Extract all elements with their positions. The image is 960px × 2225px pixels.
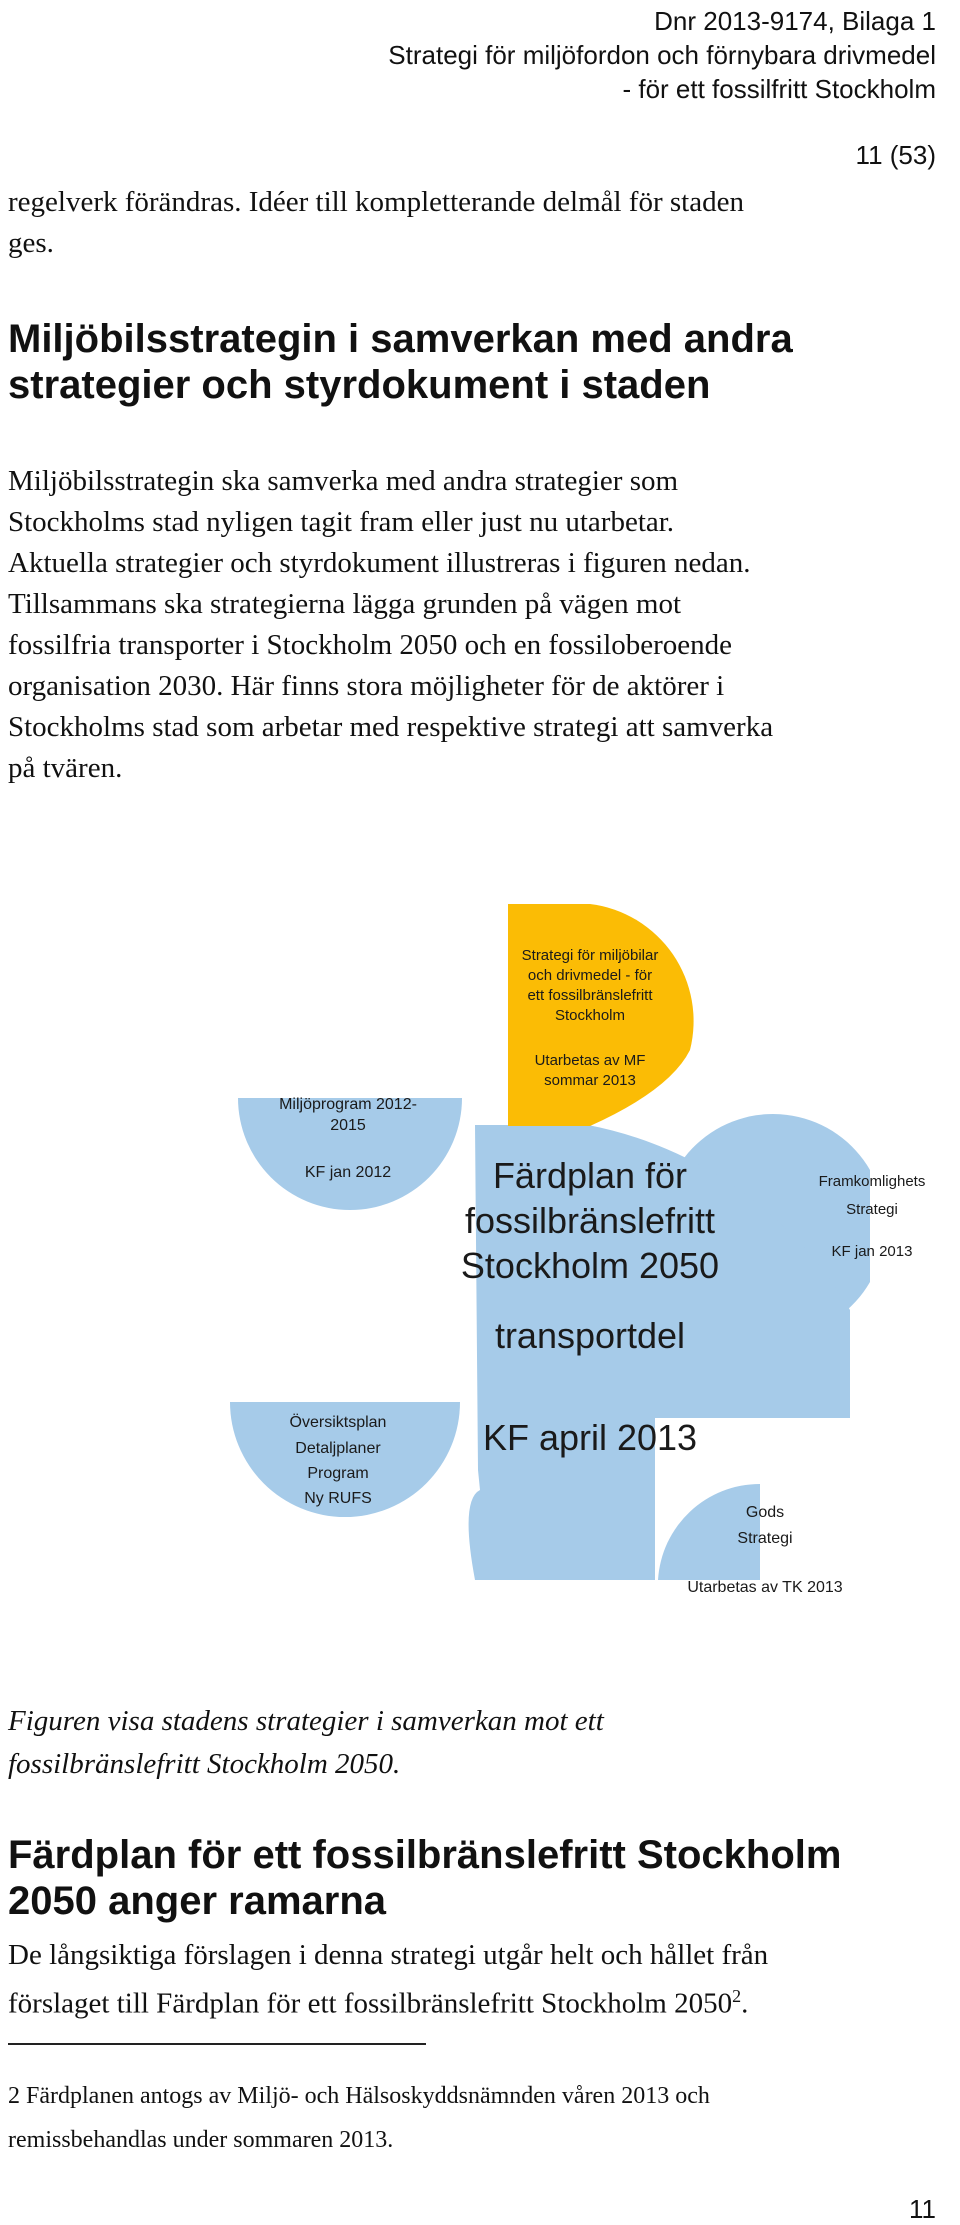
footnote-divider xyxy=(8,2043,426,2045)
paragraph-line xyxy=(8,1976,768,2025)
miljoprogram-status: KF jan 2012 xyxy=(304,1164,392,1181)
heading-line: Färdplan för ett fossilbränslefritt Stockholm xyxy=(8,1833,842,1877)
gods-label: Strategi xyxy=(737,1530,793,1547)
footnote-line: 2 Färdplanen antogs av Miljö- och Hälsoskyddsnämnden våren 2013 och xyxy=(8,2083,710,2109)
section2-paragraph xyxy=(8,1935,768,2025)
heading-line: Miljöbilsstrategin i samverkan med andra xyxy=(8,317,793,361)
oversiktsplan-label: Detaljplaner xyxy=(295,1440,381,1457)
top-label-line: Strategi för miljöbilar xyxy=(521,947,659,964)
framkomlighet-status: KF jan 2013 xyxy=(831,1243,913,1260)
top-label-line: ett fossilbränslefritt xyxy=(527,987,653,1004)
paragraph-line: på tvären. xyxy=(8,752,123,784)
center-title-line: fossilbränslefritt xyxy=(464,1200,716,1241)
center-title-line: Färdplan för xyxy=(492,1155,688,1196)
intro-line: ges. xyxy=(8,227,54,259)
intro-line: regelverk förändras. Idéer till kompletterande delmål för staden xyxy=(8,186,744,218)
footnote-line: remissbehandlas under sommaren 2013. xyxy=(8,2127,394,2153)
caption-line: Figuren visa stadens strategier i samverkan mot ett xyxy=(8,1705,604,1737)
page-number: 11 xyxy=(909,2194,936,2224)
oversiktsplan-label: Ny RUFS xyxy=(304,1490,372,1507)
oversiktsplan-label: Översiktsplan xyxy=(289,1414,387,1431)
heading-line: 2050 anger ramarna xyxy=(8,1879,387,1923)
paragraph-line: De långsiktiga förslagen i denna strategi utgår helt och hållet från xyxy=(8,1939,769,1971)
section1-heading xyxy=(8,316,793,408)
header-doc-ref: Dnr 2013-9174, Bilaga 1 xyxy=(654,6,936,36)
paragraph-line: Aktuella strategier och styrdokument illustreras i figuren nedan. xyxy=(8,547,751,579)
strategy-diagram xyxy=(0,890,960,1610)
framkomlighet-label: Framkomlighets xyxy=(818,1173,926,1190)
paragraph-text: förslaget till Färdplan för ett fossilbränslefritt Stockholm 2050 xyxy=(8,1987,733,2020)
paragraph-period: . xyxy=(741,1987,749,2020)
paragraph-line: Tillsammans ska strategierna lägga grunden på vägen mot xyxy=(8,588,682,620)
top-status-line: Utarbetas av MF xyxy=(534,1052,646,1069)
paragraph-line: Miljöbilsstrategin ska samverka med andra strategier som xyxy=(8,465,679,497)
center-subtitle: transportdel xyxy=(494,1315,686,1356)
section2-heading xyxy=(8,1832,841,1924)
miljoprogram-label: Miljöprogram 2012- xyxy=(279,1096,417,1113)
oversiktsplan-label: Program xyxy=(307,1465,369,1482)
gods-label: Gods xyxy=(745,1504,785,1521)
top-label-line: och drivmedel - för xyxy=(527,967,653,984)
paragraph-line: organisation 2030. Här finns stora möjligheter för de aktörer i xyxy=(8,670,725,702)
header-title-line2: - för ett fossilfritt Stockholm xyxy=(622,74,936,104)
framkomlighet-label: Strategi xyxy=(846,1201,898,1218)
center-title-line: Stockholm 2050 xyxy=(460,1245,720,1286)
figure-caption xyxy=(8,1700,604,1786)
paragraph-line: Stockholms stad nyligen tagit fram eller just nu utarbetar. xyxy=(8,506,675,538)
heading-line: strategier och styrdokument i staden xyxy=(8,363,711,407)
miljoprogram-label: 2015 xyxy=(330,1117,366,1134)
top-label-line: Stockholm xyxy=(554,1007,626,1024)
miljoprogram-shape xyxy=(238,1098,462,1210)
intro-paragraph xyxy=(8,182,744,264)
page-count: 11 (53) xyxy=(855,140,936,170)
footnote-reference: 2 xyxy=(732,1986,742,2006)
paragraph-line: Stockholms stad som arbetar med respektive strategi att samverka xyxy=(8,711,774,743)
paragraph-line: fossilfria transporter i Stockholm 2050 och en fossiloberoende xyxy=(8,629,733,661)
header-title-line1: Strategi för miljöfordon och förnybara drivmedel xyxy=(388,40,936,70)
section1-paragraph xyxy=(8,461,773,789)
footnote xyxy=(8,2074,710,2162)
center-status: KF april 2013 xyxy=(482,1417,698,1458)
top-status-line: sommar 2013 xyxy=(544,1072,636,1089)
caption-line: fossilbränslefritt Stockholm 2050. xyxy=(8,1748,401,1780)
gods-status: Utarbetas av TK 2013 xyxy=(687,1579,843,1596)
